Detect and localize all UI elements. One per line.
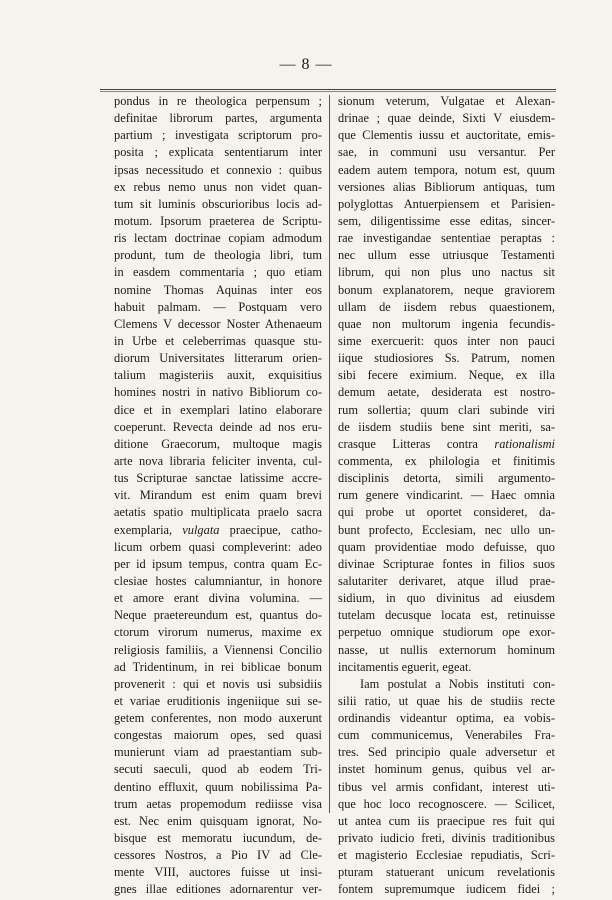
text-line: Iam postulat a Nobis instituti con- <box>360 676 555 691</box>
text-line: salutariter derivaret, atque illud prae- <box>338 573 555 588</box>
text-line: incitamentis eguerit, egeat. <box>338 659 472 674</box>
text-line: secuti saeculi, quod ab eodem Tri- <box>114 762 322 777</box>
text-line: divinae Scripturae fontes in filios suos <box>338 556 555 571</box>
text-line: polyglottas Antuerpiensem et Parisien- <box>338 196 555 211</box>
text-line: nasse, ut nullis externorum hominum <box>338 642 555 657</box>
text-line: disciplinis detorta, simili argumento- <box>338 471 555 486</box>
text-line: mente VIII, auctores fuisse ut insi- <box>114 865 322 880</box>
text-line: definitae librorum partes, argumenta <box>114 111 322 126</box>
text-line: librum, qui non plus uno nactus sit <box>338 265 555 280</box>
text-line: bunt profecto, Ecclesiam, nec ullo un- <box>338 522 555 537</box>
text-line: iique studiosiores Ss. Patrum, nomen <box>338 351 555 366</box>
text-line: dice et in exemplari latino elaborare <box>114 402 322 417</box>
text-line: sionum veterum, Vulgatae et Alexan- <box>338 94 555 108</box>
text-line: cum communicemus, Venerabiles Fra- <box>338 728 555 743</box>
text-line: eadem autem tempora, notum est, quum <box>338 162 555 177</box>
text-line: bonum explanatorem, neque graviorem <box>338 282 555 297</box>
text-line: getem conferentes, non modo auxerunt <box>114 711 322 726</box>
text-line: bisque est memoratu iucundum, de- <box>114 831 322 846</box>
text-line: est. Nec enim quisquam ignorat, No- <box>114 813 322 828</box>
text-line: demum aetate, desiderata est nostro- <box>338 385 555 400</box>
text-line: et amore erant divina volumina. — <box>114 591 322 606</box>
text-line: ad Tridentinum, in rei biblicae bonum <box>114 659 322 674</box>
text-line: aetatis spatio multiplicata praelo sacra <box>114 505 322 520</box>
text-line: drinae ; quae deinde, Sixti V eiusdem- <box>338 111 555 126</box>
text-line: homines nostri in nativo Bibliorum co- <box>114 385 322 400</box>
text-line: licum orbem quasi compleverint: adeo <box>114 539 322 554</box>
text-line: talium magisteriis auxit, exquisitius <box>114 368 322 383</box>
text-line: instet hominum genus, quibus vel ar- <box>338 762 555 777</box>
text-line: ut antea cum iis praecipue res fuit qui <box>338 813 555 828</box>
text-line: Neque praetereundum est, quantus do- <box>114 608 322 623</box>
text-line: Clemens V decessor Noster Athenaeum <box>114 316 322 331</box>
text-line: tus Scripturae sanctae latissime accre- <box>114 471 322 486</box>
text-line: posita ; explicata sententiarum inter <box>114 145 322 160</box>
text-line: tum sit luminis obscurioribus locis ad- <box>114 196 322 211</box>
text-line: ditione Graecorum, multoque magis <box>114 436 322 451</box>
text-line: nomine Thomas Aquinas inter eos <box>114 282 322 297</box>
text-line: ris lectam doctrinae copiam admodum <box>114 231 322 246</box>
text-line: gnes illae editiones adornarentur ver- <box>114 882 322 897</box>
text-line: cessores Nostros, a Pio IV ad Cle- <box>114 848 322 863</box>
text-line: perpetuo omnique studiorum ope exor- <box>338 625 555 640</box>
text-line: que Clementis iussu et auctoritate, emis- <box>338 128 555 143</box>
text-line: tibus vel armis confidant, interest uti- <box>338 779 555 794</box>
text-line: in easdem commentaria ; quo etiam <box>114 265 322 280</box>
text-line: quae non multorum ingenia fecundis- <box>338 316 555 331</box>
text-line: in Urbe et celeberrimas quasque stu- <box>114 333 322 348</box>
text-line: provenerit : qui et novis usi subsidiis <box>114 676 322 691</box>
text-line: sidium, in quo divinitus ad eiusdem <box>338 591 555 606</box>
text-line: ex rebus nemo unus non videt quan- <box>114 179 322 194</box>
text-line: et magisterio Ecclesiae repudiatis, Scri- <box>338 848 555 863</box>
text-line: commenta, ex philologia et finitimis <box>338 453 555 468</box>
text-line: crasque Litteras contra rationalismi <box>338 436 555 451</box>
column-divider <box>329 95 330 813</box>
text-line: produnt, tum de theologia libri, tum <box>114 248 322 263</box>
text-line: sae, in communi usu versantur. Per <box>338 145 555 160</box>
right-column <box>338 93 555 899</box>
text-line: vit. Mirandum est enim quam brevi <box>114 488 322 503</box>
text-line: ordinandis videantur optima, ea vobis- <box>338 711 555 726</box>
text-line: ipsas necessitudo et connexio : quibus <box>114 162 322 177</box>
text-line: coeperunt. Revecta deinde ad nos eru- <box>114 419 322 434</box>
text-line: habuit palmam. — Postquam vero <box>114 299 322 314</box>
text-line: sibi fecere eximium. Neque, ex illa <box>338 368 555 383</box>
text-line: fontem supremumque iudicem fidei ; <box>338 882 555 897</box>
page-number: — 8 — <box>279 56 333 73</box>
text-line: privato iudicio freti, divinis traditionibus <box>338 831 555 846</box>
text-line: diorum Universitates litterarum orien- <box>114 351 322 366</box>
text-line: pturam statuerant unicum revelationis <box>338 865 555 880</box>
text-line: clesiae hostes calumniantur, in honore <box>114 573 322 588</box>
text-line: tres. Sed principio quale adversetur et <box>338 745 555 760</box>
text-line: nec ullum esse utriusque Testamenti <box>338 248 555 263</box>
text-line: tutelam decusque locata est, retinuisse <box>338 608 555 623</box>
text-line: de iisdem studiis bene sint meriti, sa- <box>338 419 555 434</box>
text-line: rum sollertia; quum clari subinde viri <box>338 402 555 417</box>
left-column <box>114 93 322 899</box>
text-line: rae investigandae sententiae peraptas : <box>338 231 555 246</box>
text-line: sime exercuerit: quos inter non pauci <box>338 333 555 348</box>
text-line: et variae eruditionis ingeniique sui se- <box>114 693 322 708</box>
text-line: silii ratio, ut quae his de studiis recte <box>338 693 555 708</box>
text-line: religiosis familiis, a Viennensi Concilio <box>114 642 322 657</box>
text-line: per id ipsum tempus, contra quam Ec- <box>114 556 322 571</box>
text-line: versiones alias Bibliorum antiquas, tum <box>338 179 555 194</box>
text-line: quam providentiae modo defuisse, quo <box>338 539 555 554</box>
text-line: arte nova libraria feliciter inventa, cul- <box>114 453 322 468</box>
text-line: exemplaria, vulgata praecipue, catho- <box>114 522 322 537</box>
text-line: ctorum virorum numerus, maxime ex <box>114 625 322 640</box>
text-line: qui probe ut oportet consideret, da- <box>338 505 555 520</box>
text-line: munierunt viam ad praestantiam sub- <box>114 745 322 760</box>
text-line: que hoc loco recognoscere. — Scilicet, <box>338 796 555 811</box>
text-line: trum aetas propemodum rediisse visa <box>114 796 322 811</box>
header-rule <box>100 89 556 92</box>
text-line: dentino effluxit, quum nobilissima Pa- <box>114 779 322 794</box>
text-line: partium ; investigata scriptorum pro- <box>114 128 322 143</box>
text-line: sem, diligentissime esse editas, sincer- <box>338 213 555 228</box>
text-line: rum genere vindicarint. — Haec omnia <box>338 488 555 503</box>
text-line: pondus in re theologica perpensum ; <box>114 94 322 108</box>
text-line: motum. Ipsorum praeterea de Scriptu- <box>114 213 322 228</box>
text-line: ullam de iisdem rebus quaestionem, <box>338 299 555 314</box>
text-line: congestas maiorum opes, sed quasi <box>114 728 322 743</box>
